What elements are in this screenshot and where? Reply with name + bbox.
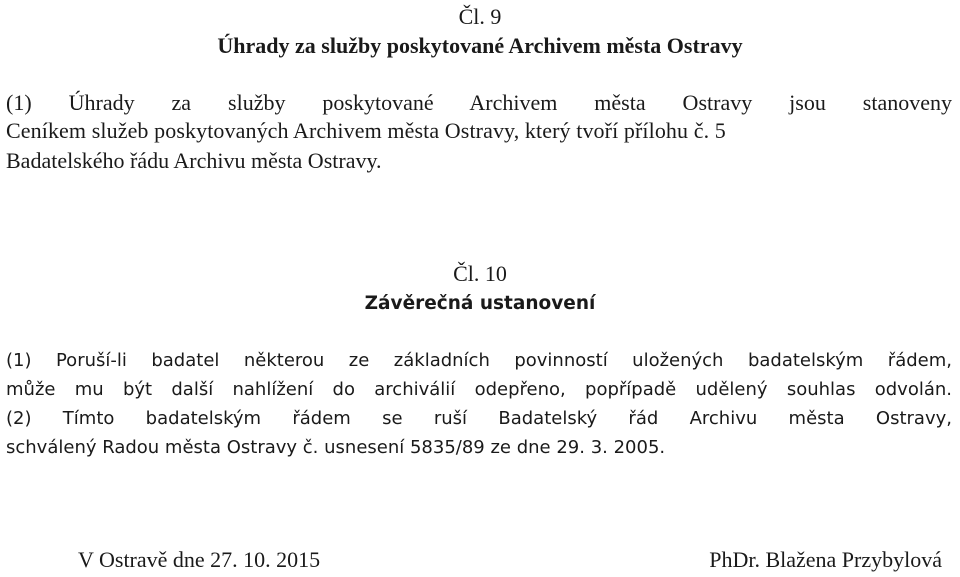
article-9-number: Čl. 9 (458, 4, 502, 29)
article-10-paragraph-1-line-1: (1) Poruší-li badatel některou ze základních povinností uložených badatelským řádem, (6, 350, 952, 371)
article-9-paragraph-1-line-1: (1) Úhrady za služby poskytované Archivem města Ostravy jsou stanoveny (6, 90, 952, 115)
article-10-paragraph-2-line-1: (2) Tímto badatelským řádem se ruší Badatelský řád Archivu města Ostravy, (6, 408, 952, 429)
article-10-paragraph-1-line-2: může mu být další nahlížení do archiválií odepřeno, popřípadě udělený souhlas odvolán. (6, 379, 952, 400)
article-10-paragraph-2-line-2: schválený Radou města Ostravy č. usnesení 5835/89 ze dne 29. 3. 2005. (6, 437, 666, 458)
signature-place-date: V Ostravě dne 27. 10. 2015 (78, 547, 321, 572)
article-10-number: Čl. 10 (453, 261, 507, 286)
article-10-title: Závěrečná ustanovení (364, 293, 596, 314)
article-9-title: Úhrady za služby poskytované Archivem města Ostravy (217, 33, 743, 58)
signature-name: PhDr. Blažena Przybylová (709, 547, 942, 572)
article-9-paragraph-1-line-2: Ceníkem služeb poskytovaných Archivem města Ostravy, který tvoří přílohu č. 5 (6, 118, 726, 143)
article-9-paragraph-1-line-3: Badatelského řádu Archivu města Ostravy. (6, 148, 382, 173)
